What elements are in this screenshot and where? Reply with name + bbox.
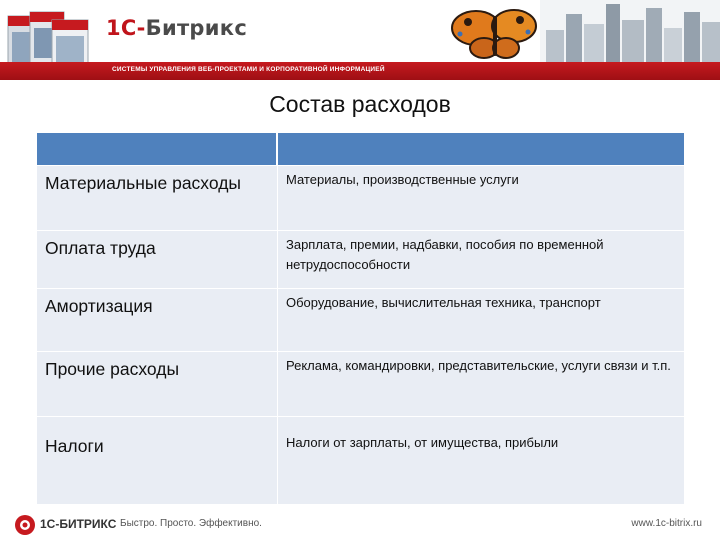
header	[0, 0, 720, 85]
expense-description: Зарплата, премии, надбавки, пособия по временной нетрудоспособности	[286, 237, 604, 272]
table-row	[37, 417, 684, 505]
table-row	[37, 289, 684, 352]
expense-category: Налоги	[37, 417, 278, 505]
header-tagline: СИСТЕМЫ УПРАВЛЕНИЯ ВЕБ-ПРОЕКТАМИ И КОРПОРАТИВНОЙ ИНФОРМАЦИЕЙ	[112, 66, 385, 73]
expense-description: Материалы, производственные услуги	[286, 172, 519, 187]
butterfly-image	[448, 4, 540, 62]
footer-url-link[interactable]: www.1c-bitrix.ru	[631, 518, 702, 529]
expense-category: Материальные расходы	[37, 166, 278, 230]
table-row	[37, 352, 684, 417]
brand-name: Битрикс	[145, 16, 248, 40]
brand-logo	[106, 16, 247, 40]
table-row	[37, 166, 684, 231]
footer	[0, 504, 720, 540]
table-header-cell	[37, 133, 278, 165]
footer-brand: 1С-БИТРИКС	[40, 517, 117, 531]
table-header-row	[37, 133, 684, 166]
expense-description: Реклама, командировки, представительские, услуги связи и т.п.	[286, 358, 671, 373]
expenses-table	[37, 133, 684, 505]
expense-description: Оборудование, вычислительная техника, транспорт	[286, 295, 601, 310]
page-title: Состав расходов	[269, 91, 451, 117]
expense-description: Налоги от зарплаты, от имущества, прибыли	[286, 435, 559, 450]
table-row	[37, 231, 684, 289]
expense-category: Прочие расходы	[37, 352, 278, 416]
city-skyline-image	[540, 0, 720, 70]
expense-category: Амортизация	[37, 289, 278, 351]
brand-prefix: 1С-	[106, 16, 146, 40]
table-header-cell	[278, 133, 684, 165]
footer-slogan: Быстро. Просто. Эффективно.	[120, 518, 262, 529]
bitrix-logo-icon	[14, 514, 36, 536]
expense-category: Оплата труда	[37, 231, 278, 288]
